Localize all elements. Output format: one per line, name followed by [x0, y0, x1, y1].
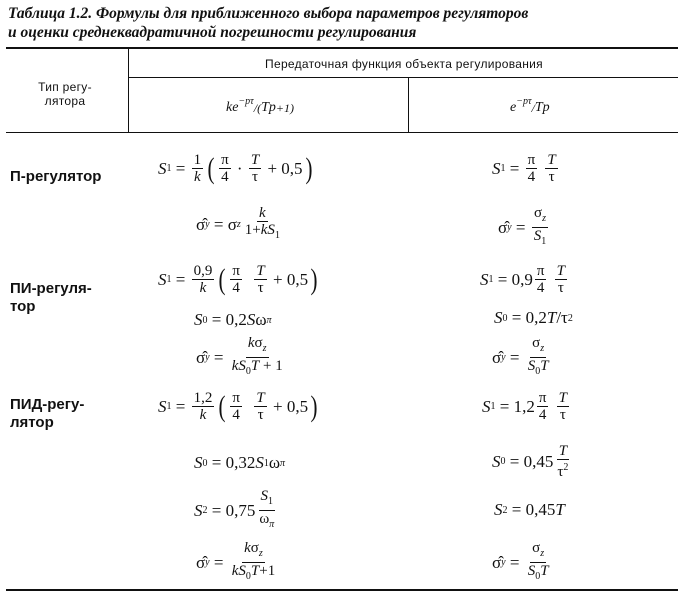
top-rule: [6, 47, 678, 49]
formula-pi-sigma-right: σ̂ y = $\frac{\sigma_z}{S_0T}$: [492, 335, 549, 377]
formula-pid-s2-right: S 2 = 0,45 T: [494, 500, 565, 519]
formula-p-sigma-left: σ̂ y = σ z $\frac{k}{1+kS_1}$: [196, 205, 280, 241]
regulator-pid: ПИД-регу- лятор: [10, 396, 85, 431]
regulator-pi: ПИ-регуля- тор: [10, 280, 92, 315]
transfer-function-1: $ke^{-p\tau}/(Tp+1)$: [226, 96, 294, 115]
formula-pid-s2-left: S 2 = 0,75 $\frac{S_1}{\omega_\pi}$: [194, 488, 275, 530]
formula-p-sigma-right: σ̂ y = $\frac{\sigma_z}{S_1}$: [498, 205, 547, 247]
formula-p-s1-left: S 1 = $\frac{1}{k}$ ( $\frac{\pi}{4}$ · $\frac{T}{\tau}$ + 0,5 ): [158, 151, 313, 185]
header-divider-2: [408, 78, 409, 132]
caption-line-2: и оценки среднеквадратичной погрешности регулирования: [8, 24, 417, 41]
bottom-rule: [6, 589, 678, 591]
formula-pi-s1-right: S 1 = 0,9 $\frac{\pi}{4}$ $\frac{T}{\tau}$: [480, 263, 566, 296]
formula-p-s1-right: S 1 = $\frac{\pi}{4}$ $\frac{T}{\tau}$: [492, 152, 556, 185]
formula-pid-s1-right: S 1 = 1,2 $\frac{\pi}{4}$ $\frac{T}{\tau}$: [482, 390, 568, 423]
formula-pi-s0-left: S 0 = 0,2 S ω π: [194, 310, 272, 329]
formula-pid-s1-left: S 1 = $\frac{1,2}{k}$ ( $\frac{\pi}{4}$ $\frac{T}{\tau}$ + 0,5 ): [158, 389, 318, 423]
formula-pid-sigma-right: σ̂ y = $\frac{\sigma_z}{S_0T}$: [492, 540, 549, 582]
header-bottom-rule: [6, 132, 678, 133]
regulator-p: П-регулятор: [10, 168, 102, 185]
transfer-function-group-header: Передаточная функция объекта регулирования: [265, 57, 543, 71]
regulator-type-header: Тип регу- лятора: [38, 80, 92, 108]
table-caption: [8, 4, 678, 42]
caption-line-1: Таблица 1.2. Формулы для приближенного выбора параметров регуляторов: [8, 5, 529, 22]
formula-pid-s0-right: S 0 = 0,45 $\frac{T}{\tau^2}$: [492, 443, 569, 480]
formula-pi-sigma-left: σ̂ y = $\frac{k\sigma_z}{kS_0T + 1}$: [196, 335, 283, 377]
formula-pid-sigma-left: σ̂ y = $\frac{k\sigma_z}{kS_0T+1}$: [196, 540, 276, 582]
formula-pi-s0-right: S 0 = 0,2 T /τ 2: [494, 308, 573, 327]
formula-pid-s0-left: S 0 = 0,32 S 1 ω π: [194, 453, 286, 472]
header-divider-1: [128, 49, 129, 132]
transfer-function-2: $e^{-p\tau}/Tp$: [510, 96, 550, 115]
header-subrule: [128, 77, 678, 78]
formula-pi-s1-left: S 1 = $\frac{0,9}{k}$ ( $\frac{\pi}{4}$ $\frac{T}{\tau}$ + 0,5 ): [158, 262, 318, 296]
